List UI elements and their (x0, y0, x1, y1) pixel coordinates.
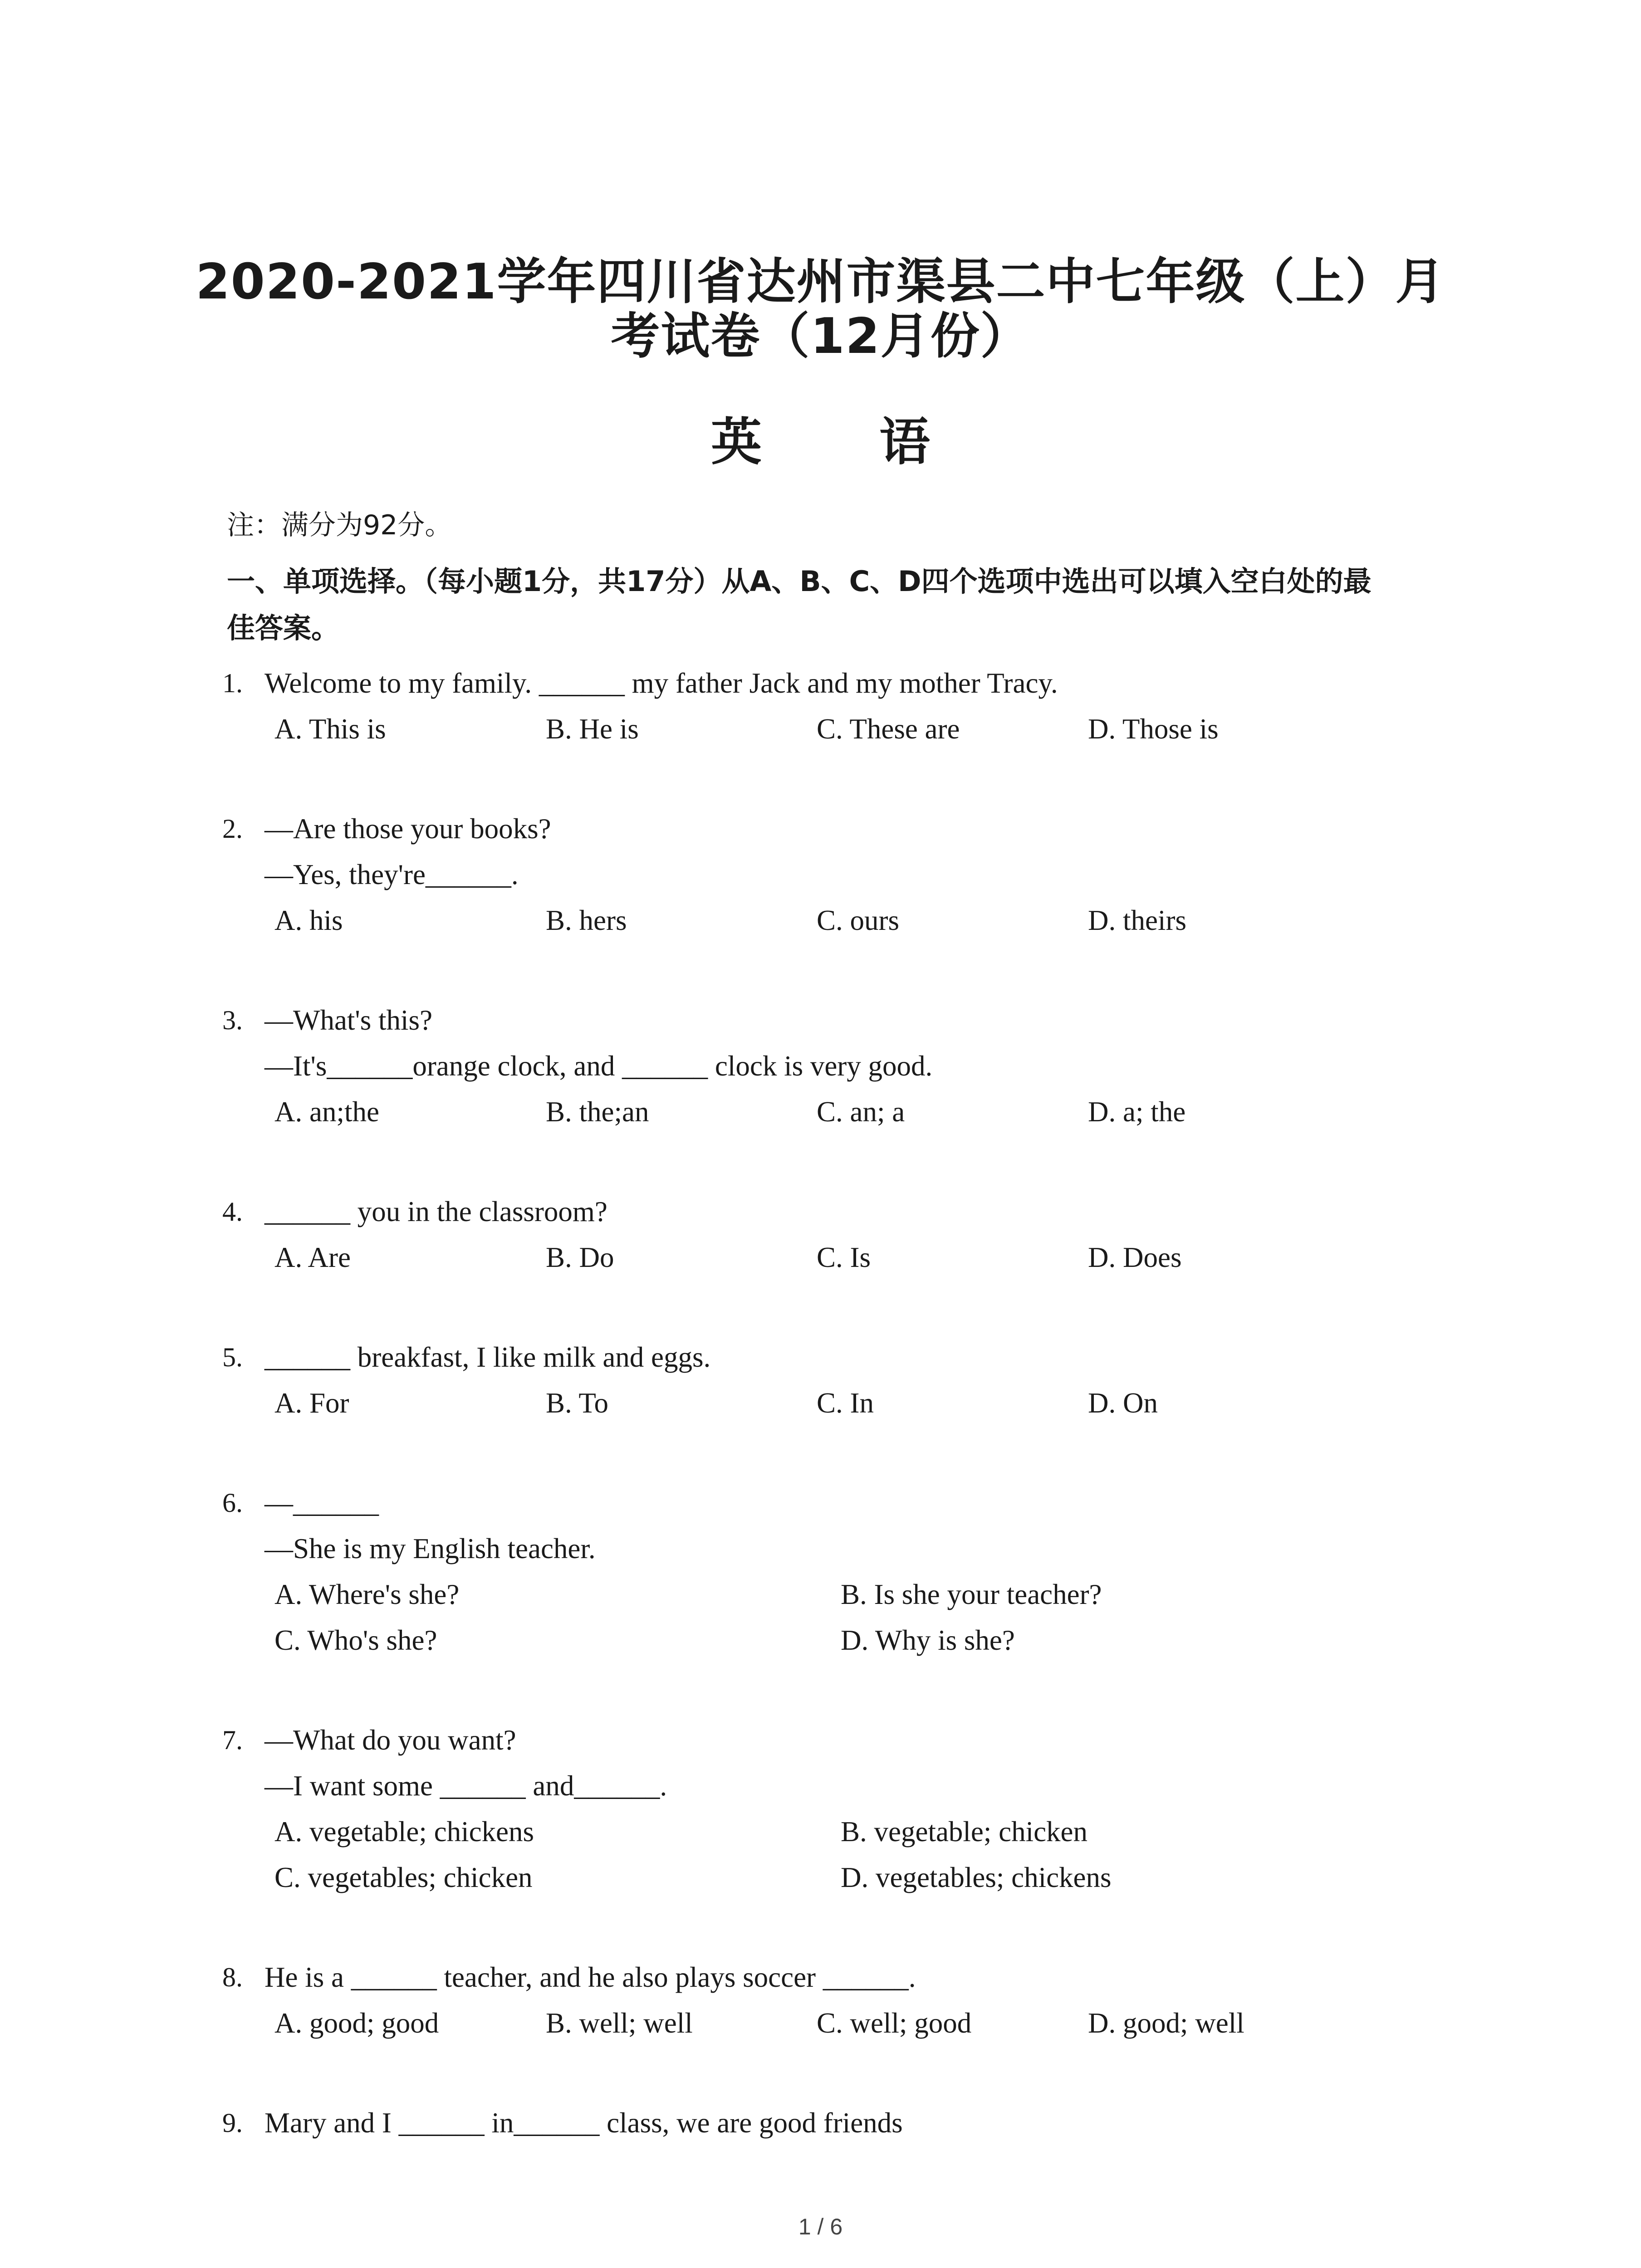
option-a: A. This is (274, 713, 386, 745)
option-a: A. For (274, 1387, 349, 1419)
option-c: C. Who's she? (274, 1624, 437, 1656)
option-d: D. On (1088, 1387, 1158, 1419)
question-number: 5. (222, 1342, 243, 1372)
page-title-line1: 2020-2021学年四川省达州市渠县二中七年级（上）月 (196, 254, 1445, 310)
option-a: A. vegetable; chickens (274, 1816, 534, 1848)
page-title-line2: 考试卷（12月份） (611, 308, 1030, 365)
question-number: 4. (222, 1197, 243, 1227)
question-number: 3. (222, 1005, 243, 1035)
option-a: A. Are (274, 1242, 351, 1273)
option-c: C. ours (817, 904, 900, 936)
option-d: D. theirs (1088, 904, 1186, 936)
question-number: 7. (222, 1725, 243, 1755)
option-b: B. To (546, 1387, 608, 1419)
option-c: C. well; good (817, 2007, 972, 2039)
section-heading-line2: 佳答案。 (227, 611, 340, 645)
question-stem: ______ you in the classroom? (265, 1196, 607, 1227)
option-a: A. an;the (274, 1096, 379, 1128)
option-d: D. Those is (1088, 713, 1219, 745)
section-heading-line1: 一、单项选择。（每小题1分，共17分）从A、B、C、D四个选项中选出可以填入空白处的最 (227, 565, 1372, 598)
option-b: B. well; well (546, 2007, 693, 2039)
option-d: D. Why is she? (841, 1624, 1015, 1656)
score-note: 注：满分为92分。 (227, 509, 452, 541)
question-stem: ______ breakfast, I like milk and eggs. (265, 1341, 711, 1373)
option-d: D. good; well (1088, 2007, 1244, 2039)
question-stem: Mary and I ______ in______ class, we are good friends (265, 2107, 903, 2139)
subject-heading: 英 语 (711, 413, 980, 472)
question-stem: —What do you want? (265, 1724, 516, 1756)
question-stem: —Are those your books? (265, 813, 551, 845)
option-c: C. In (817, 1387, 874, 1419)
option-b: B. hers (546, 904, 627, 936)
question-number: 2. (222, 814, 243, 844)
option-c: C. These are (817, 713, 960, 745)
option-c: C. vegetables; chicken (274, 1862, 533, 1893)
question-number: 9. (222, 2108, 243, 2138)
option-b: B. vegetable; chicken (841, 1816, 1088, 1848)
question-stem-line2: —She is my English teacher. (265, 1533, 596, 1564)
question-number: 8. (222, 1962, 243, 1992)
question-stem: —______ (265, 1487, 379, 1519)
option-d: D. a; the (1088, 1096, 1186, 1128)
question-stem: Welcome to my family. ______ my father Jack and my mother Tracy. (265, 667, 1058, 699)
option-d: D. Does (1088, 1242, 1182, 1273)
option-a: A. Where's she? (274, 1579, 460, 1610)
option-a: A. his (274, 904, 343, 936)
option-a: A. good; good (274, 2007, 439, 2039)
question-stem-line2: —Yes, they're______. (265, 859, 519, 890)
page-number: 1 / 6 (798, 2214, 843, 2239)
option-b: B. the;an (546, 1096, 649, 1128)
option-b: B. He is (546, 713, 639, 745)
question-number: 1. (222, 668, 243, 698)
option-b: B. Is she your teacher? (841, 1579, 1102, 1610)
question-stem-line2: —I want some ______ and______. (265, 1770, 667, 1802)
option-d: D. vegetables; chickens (841, 1862, 1112, 1893)
question-stem-line2: —It's______orange clock, and ______ clock is very good. (265, 1050, 933, 1082)
question-stem: He is a ______ teacher, and he also plays soccer ______. (265, 1961, 916, 1993)
question-stem: —What's this? (265, 1004, 433, 1036)
question-number: 6. (222, 1488, 243, 1518)
option-b: B. Do (546, 1242, 614, 1273)
option-c: C. an; a (817, 1096, 905, 1128)
option-c: C. Is (817, 1242, 871, 1273)
